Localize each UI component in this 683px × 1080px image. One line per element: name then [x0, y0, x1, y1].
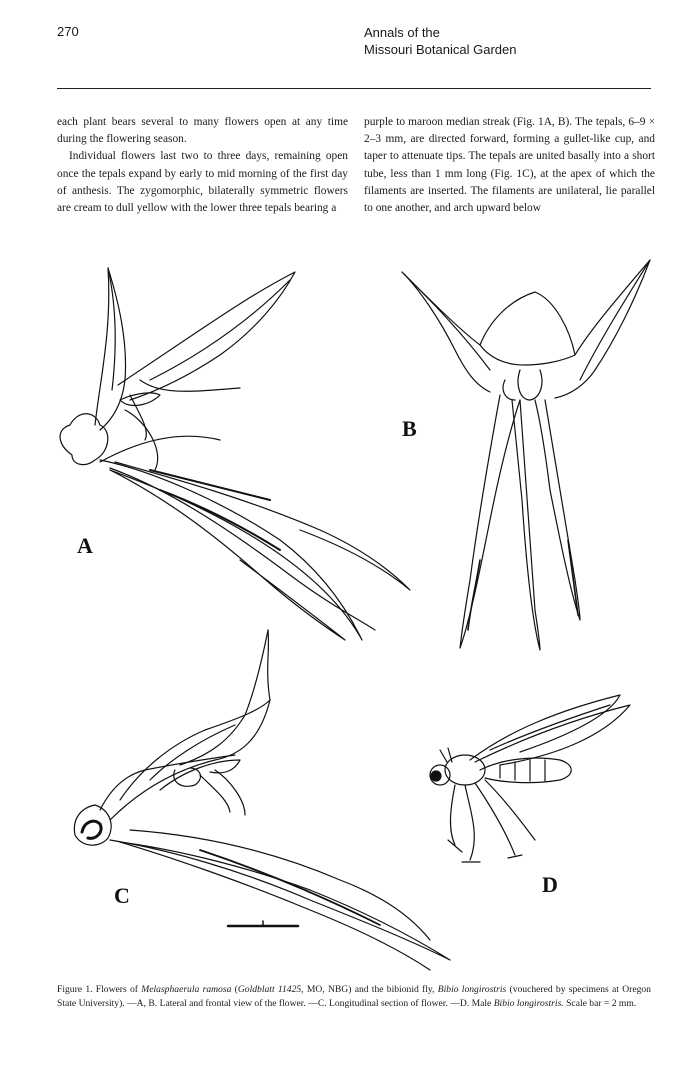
page-number: 270 [57, 24, 79, 39]
caption-species: Bibio longirostris. [493, 998, 564, 1009]
paragraph: purple to maroon median streak (Fig. 1A, B). The tepals, 6–9 × 2–3 mm, are directed forward, forming a gullet-like cup, and taper to attenuate tips. The tepals are united basally into a short tube, less than 1 mm long (Fig. 1C), at the apex of which the filaments are inserted. The filaments are unilateral, lie parallel to one another, and arch upward below [364, 116, 655, 215]
caption-text: (vouchered by specimens at Oregon State University). —A, B. Lateral and frontal view of the flower. —C. Longitudinal section of flower. —D. Male [57, 984, 651, 1009]
caption-species: Bibio longirostris [437, 984, 507, 995]
flower-section-drawing [74, 630, 450, 970]
fly-drawing [430, 695, 630, 862]
caption-species: Melasphaerula ramosa [141, 984, 232, 995]
caption-text: ( [231, 984, 238, 995]
paragraph: each plant bears several to many flowers open at any time during the flowering season. [57, 116, 348, 146]
panel-label-d: D [542, 872, 558, 897]
paragraph: Individual flowers last two to three days, remaining open once the tepals expand by early to mid morning of the first day of anthesis. The zygomorphic, bilaterally symmetric flowers are cream to dull yellow with the lower three tepals bearing a [57, 150, 348, 215]
caption-text: Scale bar = 2 mm. [563, 998, 637, 1009]
journal-title-line2: Missouri Botanical Garden [364, 42, 517, 57]
panel-label-c: C [114, 883, 130, 908]
figure-illustration [30, 250, 660, 975]
header-rule [57, 88, 651, 89]
caption-text: Figure 1. Flowers of [57, 984, 142, 995]
text-column-left [57, 114, 348, 217]
flower-frontal-drawing [402, 260, 650, 650]
panel-label-a: A [77, 533, 93, 558]
text-column-right [364, 114, 655, 217]
figure-caption [57, 983, 651, 1011]
journal-title-line1: Annals of the [364, 25, 440, 40]
journal-title [364, 24, 516, 58]
caption-text: MO, NBG) and the bibionid fly, [303, 984, 438, 995]
caption-collector: Goldblatt 11425, [237, 984, 304, 995]
flower-lateral-drawing [60, 268, 410, 640]
panel-label-b: B [402, 416, 417, 441]
scale-bar [228, 921, 298, 926]
